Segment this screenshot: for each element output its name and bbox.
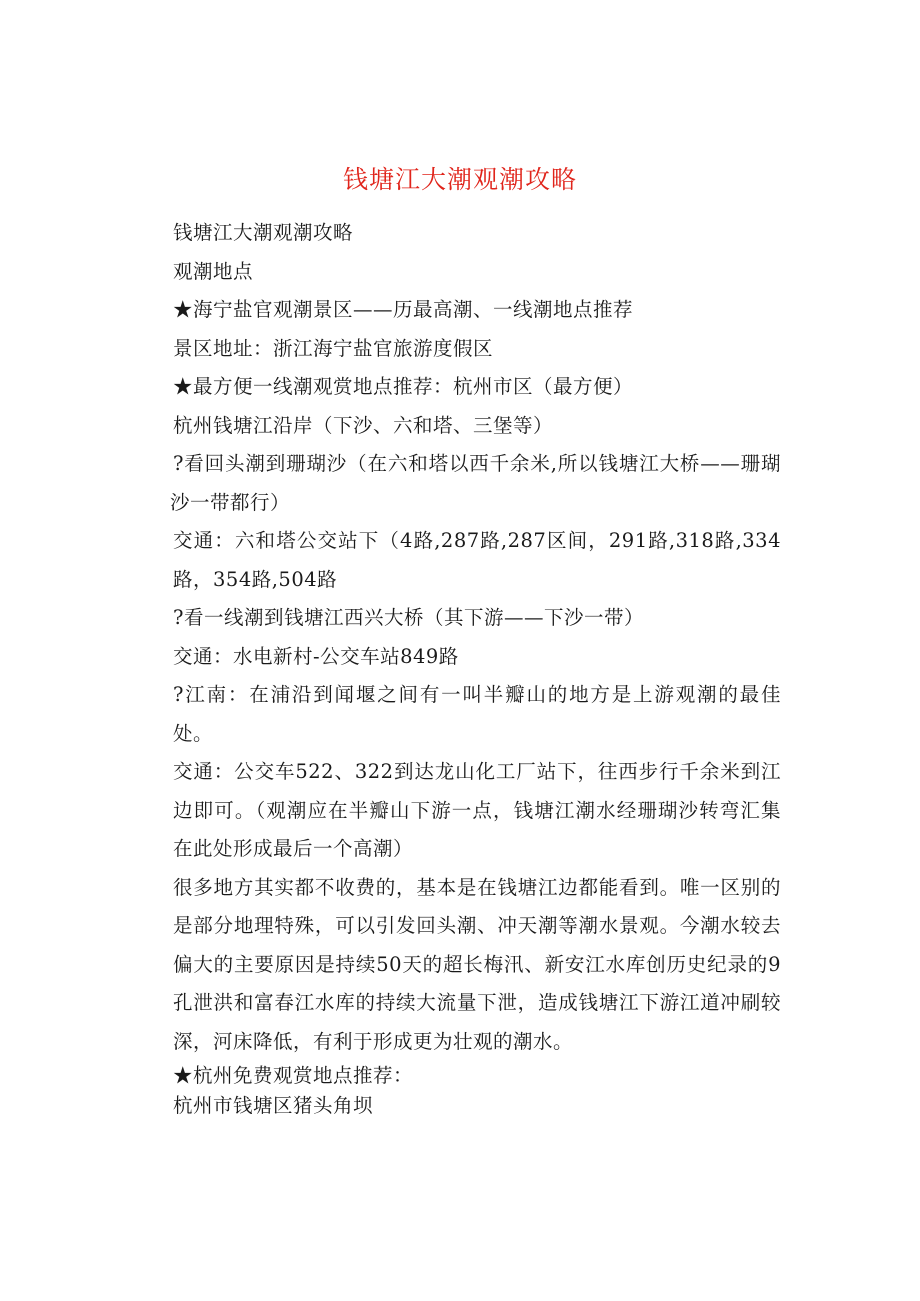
document-body: [170, 214, 781, 1121]
document-title: 钱塘江大潮观潮攻略: [342, 165, 577, 194]
free-viewing-text: 很多地方其实都不收费的，基本是在钱塘江边都能看到。唯一区别的是部分地理特殊，可以引发回头潮、冲天潮等潮水景观。今潮水较去偏大的主要原因是持续50天的超长梅汛、新安江水库创历史纪录的9孔泄洪和富春江水库的持续大流量下泄，造成钱塘江下游江道冲刷较深，河床降低，有利于形成更为壮观的潮水。: [173, 875, 781, 1053]
paragraph-line-tide: ?看一线潮到钱塘江西兴大桥（其下游——下沙一带）: [173, 606, 644, 629]
paragraph-transport-3: [173, 753, 781, 869]
transport-3-text: 交通：公交车522、322到达龙山化工厂站下，往西步行千余米到江边即可。（观潮应在半瓣山下游一点，钱塘江潮水经珊瑚沙转弯汇集在此处形成最后一个高潮）: [173, 760, 781, 860]
jiangnan-text: ?江南：在浦沿到闻堰之间有一叫半瓣山的地方是上游观潮的最佳处。: [173, 683, 781, 745]
paragraph-transport-1: [173, 522, 781, 599]
transport-1-text: 交通：六和塔公交站下（4路,287路,287区间，291路,318路,334路，354路,504路: [173, 529, 781, 591]
paragraph-location: 杭州市钱塘区猪头角坝: [173, 1094, 374, 1117]
paragraph-jiangnan: [173, 676, 781, 753]
paragraph-recommendation-2: ★最方便一线潮观赏地点推荐：杭州市区（最方便）: [173, 375, 634, 398]
paragraph-free-viewing: [173, 869, 781, 1062]
paragraph-riverside: 杭州钱塘江沿岸（下沙、六和塔、三堡等）: [173, 413, 554, 437]
paragraph-return-tide: [170, 445, 781, 522]
paragraph-heading: 钱塘江大潮观潮攻略: [173, 221, 354, 244]
paragraph-recommendation-1: ★海宁盐官观潮景区——历最高潮、一线潮地点推荐: [173, 298, 634, 321]
return-tide-text: ?看回头潮到珊瑚沙（在六和塔以西千余米,所以钱塘江大桥——珊瑚沙一带都行）: [170, 452, 781, 514]
paragraph-section-label: 观潮地点: [173, 259, 254, 283]
paragraph-address: 景区地址：浙江海宁盐官旅游度假区: [173, 336, 494, 360]
paragraph-recommendation-3: ★杭州免费观赏地点推荐：: [173, 1064, 414, 1087]
paragraph-transport-2: 交通：水电新村-公交车站849路: [173, 644, 459, 668]
